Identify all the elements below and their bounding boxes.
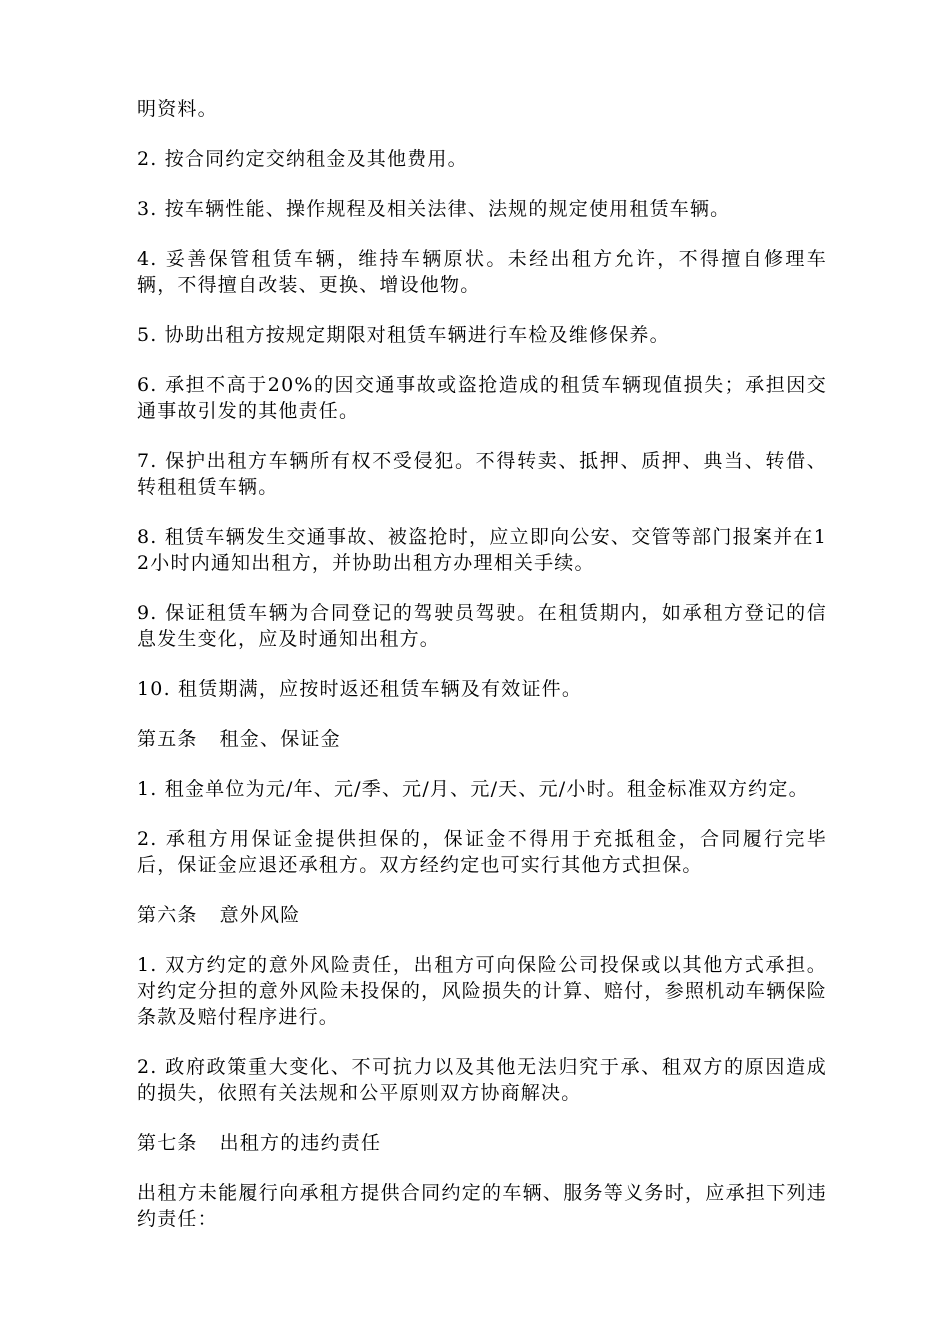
paragraph-lessee-duty-7: 7. 保护出租方车辆所有权不受侵犯。不得转卖、抵押、质押、典当、转借、转租租赁车辆。 bbox=[137, 450, 827, 498]
article-6-item-1: 1. 双方约定的意外风险责任，出租方可向保险公司投保或以其他方式承担。对约定分担的意外风险未投保的，风险损失的计算、赔付，参照机动车辆保险条款及赔付程序进行。 bbox=[137, 954, 827, 1028]
paragraph-lessee-duty-9: 9. 保证租赁车辆为合同登记的驾驶员驾驶。在租赁期内，如承租方登记的信息发生变化，应及时通知出租方。 bbox=[137, 602, 827, 650]
article-5-number: 第五条 bbox=[137, 728, 198, 750]
paragraph-lessee-duty-2: 2. 按合同约定交纳租金及其他费用。 bbox=[137, 148, 468, 170]
paragraph-lessee-duty-10: 10. 租赁期满，应按时返还租赁车辆及有效证件。 bbox=[137, 678, 583, 700]
article-7-heading bbox=[137, 1130, 827, 1156]
article-6-item-2: 2. 政府政策重大变化、不可抗力以及其他无法归究于承、租双方的原因造成的损失，依照有关法规和公平原则双方协商解决。 bbox=[137, 1056, 827, 1104]
article-6-heading bbox=[137, 902, 827, 928]
article-5-item-2: 2. 承租方用保证金提供担保的，保证金不得用于充抵租金，合同履行完毕后，保证金应退还承租方。双方经约定也可实行其他方式担保。 bbox=[137, 828, 827, 876]
paragraph-lessee-duty-6: 6. 承担不高于20%的因交通事故或盗抢造成的租赁车辆现值损失；承担因交通事故引发的其他责任。 bbox=[137, 374, 827, 422]
paragraph-lessee-duty-5: 5. 协助出租方按规定期限对租赁车辆进行车检及维修保养。 bbox=[137, 324, 670, 346]
paragraph-lessee-duty-1-end: 明资料。 bbox=[137, 98, 218, 120]
paragraph-lessee-duty-4: 4. 妥善保管租赁车辆，维持车辆原状。未经出租方允许，不得擅自修理车辆，不得擅自改装、更换、增设他物。 bbox=[137, 248, 827, 296]
article-7-title: 出租方的违约责任 bbox=[219, 1132, 382, 1154]
article-5-item-1: 1. 租金单位为元/年、元/季、元/月、元/天、元/小时。租金标准双方约定。 bbox=[137, 778, 809, 800]
article-6-number: 第六条 bbox=[137, 904, 198, 926]
article-6-title: 意外风险 bbox=[219, 904, 301, 926]
document-page bbox=[137, 96, 827, 1256]
article-7-item-1: 出租方未能履行向承租方提供合同约定的车辆、服务等义务时，应承担下列违约责任： bbox=[137, 1182, 827, 1230]
paragraph-lessee-duty-8: 8. 租赁车辆发生交通事故、被盗抢时，应立即向公安、交管等部门报案并在12小时内通知出租方，并协助出租方办理相关手续。 bbox=[137, 526, 827, 574]
paragraph-lessee-duty-3: 3. 按车辆性能、操作规程及相关法律、法规的规定使用租赁车辆。 bbox=[137, 198, 731, 220]
article-7-number: 第七条 bbox=[137, 1132, 198, 1154]
article-5-heading bbox=[137, 726, 827, 752]
article-5-title: 租金、保证金 bbox=[219, 728, 341, 750]
